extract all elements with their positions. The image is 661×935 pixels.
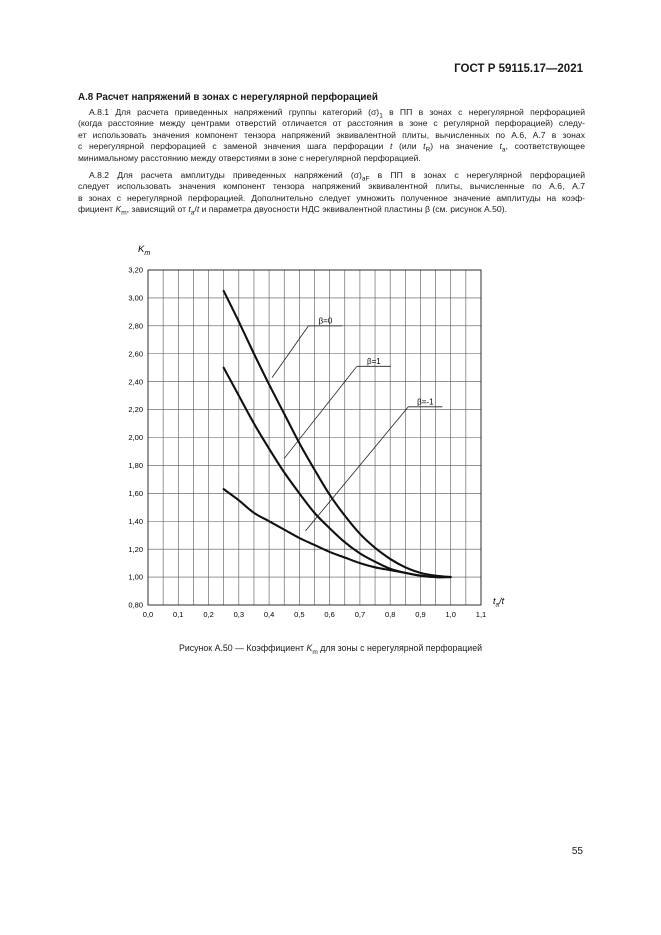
- chart-grid: [148, 270, 481, 605]
- y-tick-label: 1,40: [128, 516, 143, 526]
- p2-t: t: [188, 204, 191, 215]
- p1-line4-end: , соответствующее: [505, 141, 585, 152]
- x-tick-label: 0,6: [324, 610, 335, 619]
- chart-annotations: [272, 316, 442, 531]
- caption-sub: m: [312, 648, 318, 656]
- paragraph-a-8-2: [78, 170, 585, 216]
- p1-sub-r: R: [425, 146, 431, 154]
- annotation-label-1: β=1: [367, 356, 381, 366]
- caption-prefix: Рисунок А.50 — Коэффициент: [178, 643, 307, 653]
- km-chart: [100, 236, 520, 636]
- p1-line1: А.8.1 Для расчета приведенных напряжений группы категорий (σ): [89, 107, 380, 117]
- p1-line4: с нерегулярной перфорацией с заменой значения шага перфорации: [78, 141, 390, 152]
- p1-or: (или: [392, 141, 424, 152]
- p1-sub-a: a: [501, 146, 506, 154]
- y-axis-label: $K_m$: [138, 244, 151, 257]
- p1-line5: минимальному расстоянию между отверстиями в зоне с нерегулярной перфорацией.: [78, 152, 421, 163]
- x-tick-label: 1,1: [475, 610, 487, 619]
- y-tick-label: 1,00: [128, 572, 143, 582]
- x-tick-label: 0,0: [142, 610, 154, 619]
- x-tick-label: 0,5: [294, 610, 305, 619]
- p1-t3: t: [499, 141, 502, 152]
- x-tick-label: 0,2: [203, 610, 214, 619]
- p1-t: t: [389, 141, 393, 152]
- annotation-label-2: β=-1: [417, 397, 434, 407]
- p1-line2: (когда расстояние между центрами отверстий отличается от расстояния в зоне с регулярной перфорацией) следу-: [78, 118, 585, 129]
- y-tick-label: 3,00: [128, 293, 143, 303]
- annotation-leader-1: [284, 366, 357, 458]
- x-tick-label: 0,8: [384, 610, 396, 619]
- p2-slash: /: [194, 204, 197, 215]
- p2-sub1: aF: [361, 175, 370, 183]
- y-tick-label: 2,20: [128, 405, 143, 415]
- y-tick-label: 1,60: [128, 488, 143, 498]
- x-tick-label: 0,1: [173, 610, 184, 619]
- p2-sub-a: a: [190, 209, 195, 217]
- series-line-2: [224, 489, 451, 577]
- caption-k: K: [306, 643, 313, 653]
- x-tick-label: 0,3: [233, 610, 245, 619]
- chart-tick-labels: [128, 266, 486, 619]
- p2-line2: следует использовать значения компонент тензора напряжений эквивалентной плиты, вычисленные по А.6, А.7: [78, 181, 585, 192]
- x-axis-label: $t_a/t$: [493, 596, 505, 609]
- y-tick-label: 1,20: [128, 544, 143, 554]
- paragraph-a-8-1: [78, 107, 585, 164]
- x-tick-label: 0,7: [354, 610, 366, 619]
- x-tick-label: 0,9: [415, 610, 426, 619]
- annotation-leader-0: [272, 326, 308, 378]
- caption-suffix: для зоны с нерегулярной перфорацией: [317, 643, 483, 653]
- annotation-leader-2: [305, 407, 408, 531]
- p2-line4-end: и параметра двуосности НДС эквивалентной пластины β (см. рисунок А.50).: [199, 204, 507, 215]
- y-tick-label: 3,20: [128, 265, 143, 275]
- figure-caption: [0, 643, 661, 656]
- annotation-label-0: β=0: [318, 316, 333, 326]
- y-tick-label: 2,80: [128, 321, 143, 331]
- x-tick-label: 0,4: [263, 610, 275, 619]
- page-number: 55: [571, 846, 583, 857]
- p1-line3: ет использовать значения компонент тензора напряжений эквивалентной плиты, вычисленных по А.6, А.7 в зонах: [78, 129, 585, 140]
- p2-line1: А.8.2 Для расчета амплитуды приведенных напряжений (σ): [89, 170, 362, 180]
- y-tick-label: 2,00: [128, 433, 143, 443]
- p2-t2: t: [196, 204, 200, 215]
- p1-value: ) на значение: [430, 141, 500, 152]
- document-header: ГОСТ Р 59115.17—2021: [454, 63, 583, 75]
- p2-line3: в зонах с нерегулярной перфорацией. Дополнительно следует умножить полученное значение амплитуды на коэф-: [78, 192, 585, 203]
- x-tick-label: 1,0: [445, 610, 456, 619]
- p2-k: K: [115, 204, 122, 215]
- chart-series: [224, 291, 451, 577]
- p2-line4: фициент: [78, 204, 116, 215]
- y-tick-label: 2,60: [128, 349, 143, 359]
- p1-sub1: 1: [379, 112, 383, 120]
- y-tick-label: 2,40: [128, 377, 143, 387]
- p2-depends: , зависящий от: [126, 204, 189, 215]
- p1-line1-end: в ПП в зонах с нерегулярной перфорацией: [382, 107, 586, 117]
- p2-line1-end: в ПП в зонах с нерегулярной перфорацией: [369, 170, 586, 180]
- y-tick-label: 0,80: [128, 600, 143, 610]
- p2-sub-m: m: [121, 209, 127, 217]
- section-title: А.8 Расчет напряжений в зонах с нерегулярной перфорацией: [78, 92, 378, 103]
- p1-t2: t: [423, 141, 426, 152]
- y-tick-label: 1,80: [128, 461, 143, 471]
